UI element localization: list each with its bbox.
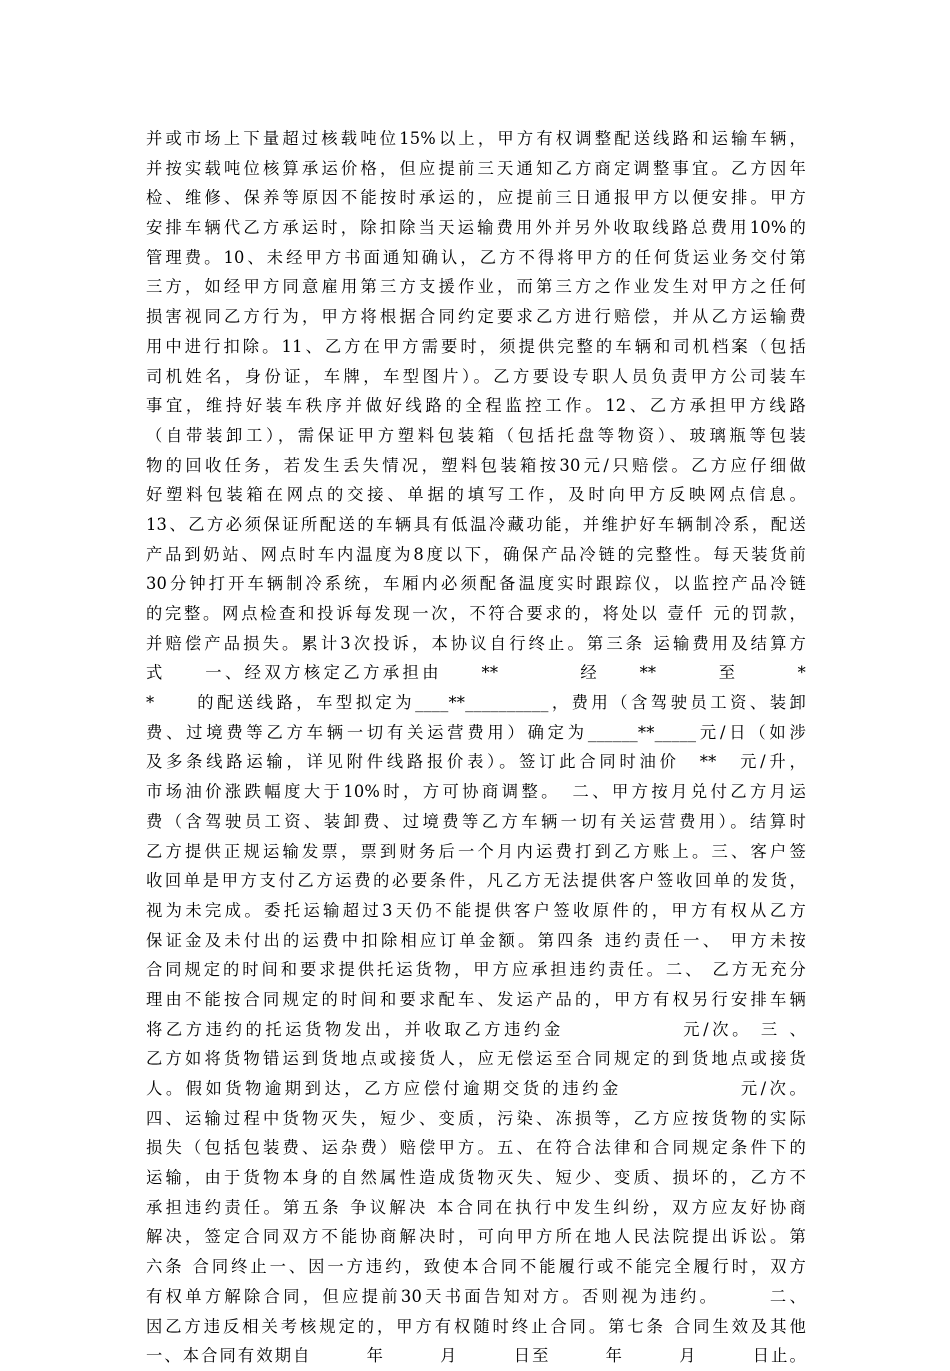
text-line-35: 损失（包括包装费、运杂费）赔偿甲方。五、在符合法律和合同规定条件下的 bbox=[146, 1138, 806, 1158]
text-line-32: 乙方如将货物错运到货地点或接货人，应无偿运至合同规定的到货地点或接货 bbox=[146, 1049, 806, 1069]
text-line-9: 司机姓名，身份证，车牌，车型图片）。乙方要设专职人员负责甲方公司装车 bbox=[146, 366, 806, 386]
text-line-27: 视为未完成。委托运输超过3天仍不能提供客户签收原件的，甲方有权从乙方 bbox=[146, 900, 806, 920]
text-line-18: 并赔偿产品损失。累计3次投诉，本协议自行终止。第三条 运输费用及结算方 bbox=[146, 633, 806, 653]
text-line-14: 13、乙方必须保证所配送的车辆具有低温冷藏功能，并维护好车辆制冷系，配送 bbox=[146, 514, 806, 534]
text-line-25: 乙方提供正规运输发票，票到财务后一个月内运费打到乙方账上。三、客户签 bbox=[146, 841, 806, 861]
text-line-1: 并或市场上下量超过核载吨位15%以上，甲方有权调整配送线路和运输车辆， bbox=[146, 129, 806, 148]
text-line-40: 有权单方解除合同，但应提前30天书面告知对方。否则视为违约。 二、 bbox=[146, 1286, 806, 1306]
text-line-24: 费（含驾驶员工资、装卸费、过境费等乙方车辆一切有关运营费用）。结算时 bbox=[146, 811, 806, 831]
text-line-12: 物的回收任务，若发生丢失情况，塑料包装箱按30元/只赔偿。乙方应仔细做 bbox=[146, 455, 806, 475]
text-line-20: * 的配送线路，车型拟定为____**__________，费用（含驾驶员工资、装卸 bbox=[146, 693, 806, 713]
text-line-26: 收回单是甲方支付乙方运费的必要条件，凡乙方无法提供客户签收回单的发货， bbox=[146, 871, 806, 891]
text-line-2: 并按实载吨位核算承运价格，但应提前三天通知乙方商定调整事宜。乙方因年 bbox=[146, 158, 806, 178]
text-line-16: 30分钟打开车辆制冷系统，车厢内必须配备温度实时跟踪仪，以监控产品冷链 bbox=[146, 574, 806, 594]
text-line-17: 的完整。网点检查和投诉每发现一次，不符合要求的，将处以 壹仟 元的罚款， bbox=[146, 604, 806, 623]
document-page bbox=[146, 124, 806, 1371]
text-line-19: 式 一、经双方核定乙方承担由 ** 经 ** 至 * bbox=[146, 663, 806, 683]
text-line-11: （自带装卸工），需保证甲方塑料包装箱（包括托盘等物资）、玻璃瓶等包装 bbox=[146, 425, 806, 445]
text-line-13: 好塑料包装箱在网点的交接、单据的填写工作，及时向甲方反映网点信息。 bbox=[146, 485, 806, 505]
text-line-21: 费、过境费等乙方车辆一切有关运营费用）确定为______**_____元/日（如涉 bbox=[146, 722, 806, 742]
text-line-15: 产品到奶站、网点时车内温度为8度以下，确保产品冷链的完整性。每天装货前 bbox=[146, 544, 806, 564]
text-line-23: 市场油价涨跌幅度大于10%时，方可协商调整。 二、甲方按月兑付乙方月运 bbox=[146, 782, 806, 802]
text-line-39: 六条 合同终止一、因一方违约，致使本合同不能履行或不能完全履行时，双方 bbox=[146, 1257, 806, 1277]
text-line-8: 用中进行扣除。11、乙方在甲方需要时，须提供完整的车辆和司机档案（包括 bbox=[146, 336, 806, 356]
text-line-38: 解决，签定合同双方不能协商解决时，可向甲方所在地人民法院提出诉讼。第 bbox=[146, 1227, 806, 1247]
text-line-10: 事宜，维持好装车秩序并做好线路的全程监控工作。12、乙方承担甲方线路 bbox=[146, 396, 806, 416]
text-line-42: 一、本合同有效期自 年 月 日至 年 月 日止。 bbox=[146, 1346, 806, 1366]
text-line-36: 运输，由于货物本身的自然属性造成货物灭失、短少、变质、损坏的，乙方不 bbox=[146, 1168, 806, 1188]
text-line-30: 理由不能按合同规定的时间和要求配车、发运产品的，甲方有权另行安排车辆 bbox=[146, 989, 806, 1009]
text-line-29: 合同规定的时间和要求提供托运货物，甲方应承担违约责任。二、 乙方无充分 bbox=[146, 960, 806, 980]
text-line-3: 检、维修、保养等原因不能按时承运的，应提前三日通报甲方以便安排。甲方 bbox=[146, 188, 806, 208]
text-line-7: 损害视同乙方行为，甲方将根据合同约定要求乙方进行赔偿，并从乙方运输费 bbox=[146, 307, 806, 327]
text-line-6: 三方，如经甲方同意雇用第三方支援作业，而第三方之作业发生对甲方之任何 bbox=[146, 277, 806, 297]
text-line-4: 安排车辆代乙方承运时，除扣除当天运输费用外并另外收取线路总费用10%的 bbox=[146, 218, 806, 238]
text-line-41: 因乙方违反相关考核规定的，甲方有权随时终止合同。第七条 合同生效及其他 bbox=[146, 1316, 806, 1336]
text-line-34: 四、运输过程中货物灭失，短少、变质，污染、冻损等，乙方应按货物的实际 bbox=[146, 1108, 806, 1128]
text-line-33: 人。假如货物逾期到达，乙方应偿付逾期交货的违约金 元/次。 bbox=[146, 1079, 806, 1098]
text-line-31: 将乙方违约的托运货物发出，并收取乙方违约金 元/次。 三 、 bbox=[146, 1019, 806, 1039]
text-line-22: 及多条线路运输，详见附件线路报价表）。签订此合同时油价 ** 元/升， bbox=[146, 752, 806, 772]
text-line-37: 承担违约责任。第五条 争议解决 本合同在执行中发生纠纷，双方应友好协商 bbox=[146, 1197, 806, 1217]
text-line-5: 管理费。10、未经甲方书面通知确认，乙方不得将甲方的任何货运业务交付第 bbox=[146, 247, 806, 267]
text-line-28: 保证金及未付出的运费中扣除相应订单金额。第四条 违约责任一、 甲方未按 bbox=[146, 930, 806, 950]
